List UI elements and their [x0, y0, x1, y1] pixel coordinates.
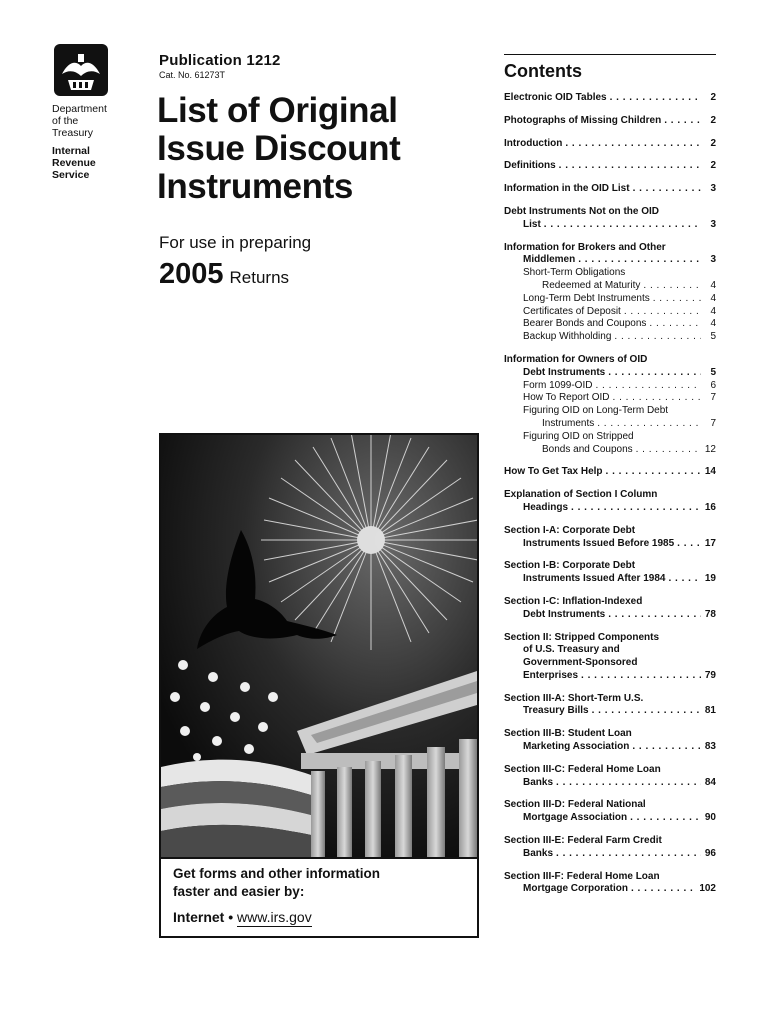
toc-line-label: How To Get Tax Help — [504, 466, 603, 478]
toc-page-number: 12 — [704, 443, 716, 455]
toc-line — [504, 764, 716, 777]
toc-line-label: How To Report OID — [523, 392, 610, 404]
cover-photo — [161, 435, 477, 857]
toc-line — [504, 431, 716, 444]
toc-line[interactable] — [504, 219, 716, 232]
toc-line-label: Section I-A: Corporate Debt — [504, 524, 636, 536]
toc-line-label: Banks — [523, 847, 554, 859]
toc-dot-leader — [595, 380, 701, 391]
toc-page-number: 7 — [710, 417, 716, 429]
irs-line: Revenue — [52, 157, 96, 169]
toc-line[interactable] — [504, 138, 716, 151]
toc-page-number: 102 — [699, 883, 716, 895]
toc-line[interactable] — [504, 331, 716, 344]
toc-dot-leader — [581, 670, 701, 681]
toc-dot-leader — [565, 138, 701, 149]
toc-line[interactable] — [504, 392, 716, 405]
toc-line-label: Debt Instruments — [523, 608, 606, 620]
toc-line-label: List — [523, 218, 541, 230]
toc-entry — [504, 560, 716, 586]
tax-year: 2005 — [159, 258, 224, 290]
toc-line-label: Section I-B: Corporate Debt — [504, 560, 636, 572]
use-line: For use in preparing — [159, 233, 312, 252]
toc-dot-leader — [633, 183, 701, 194]
toc-line[interactable] — [504, 609, 716, 622]
toc-entry — [504, 693, 716, 719]
get-forms-line: faster and easier by: — [173, 884, 305, 899]
toc-line-label: Debt Instruments Not on the OID — [504, 205, 659, 217]
department-line: of the — [52, 115, 79, 127]
toc-entry — [504, 632, 716, 683]
toc-page-number: 19 — [704, 573, 716, 585]
department-line: Treasury — [52, 127, 94, 139]
toc-page-number: 83 — [704, 741, 716, 753]
toc-line-label: Section II: Stripped Components — [504, 631, 660, 643]
toc-page-number: 14 — [704, 466, 716, 478]
agency-block — [52, 44, 142, 181]
toc-line-label: Section III-C: Federal Home Loan — [504, 763, 661, 775]
toc-page-number: 4 — [710, 318, 716, 330]
toc-line — [504, 525, 716, 538]
department-line: Department — [52, 103, 107, 115]
toc-dot-leader — [544, 219, 701, 230]
toc-page-number: 2 — [710, 114, 716, 126]
toc-line — [504, 644, 716, 657]
toc-dot-leader — [631, 883, 696, 894]
toc-page-number: 17 — [704, 537, 716, 549]
toc-line[interactable] — [504, 538, 716, 551]
toc-page-number: 7 — [710, 392, 716, 404]
toc-line — [504, 267, 716, 280]
toc-page-number: 78 — [704, 608, 716, 620]
toc-line[interactable] — [504, 183, 716, 196]
toc-line-label: Definitions — [504, 160, 556, 172]
toc-dot-leader — [610, 92, 701, 103]
toc-line[interactable] — [504, 444, 716, 457]
toc-line-label: Headings — [523, 501, 569, 513]
toc-line-label: Section III-F: Federal Home Loan — [504, 870, 660, 882]
toc-line[interactable] — [504, 160, 716, 173]
toc-line-label: Enterprises — [523, 669, 579, 681]
publication-number: Publication 1212 — [159, 52, 281, 69]
toc-dot-leader — [624, 306, 701, 317]
internet-label: Internet • — [173, 909, 234, 925]
toc-line[interactable] — [504, 466, 716, 479]
toc-entry — [504, 728, 716, 754]
toc-dot-leader — [632, 741, 701, 752]
contents-divider — [504, 54, 716, 55]
toc-line — [504, 871, 716, 884]
toc-line-label: Bonds and Coupons — [542, 443, 633, 455]
toc-page-number: 2 — [710, 160, 716, 172]
department-name — [52, 103, 142, 139]
toc-dot-leader — [556, 848, 701, 859]
toc-dot-leader — [592, 705, 701, 716]
toc-line — [504, 242, 716, 255]
toc-line — [504, 489, 716, 502]
toc-line — [504, 560, 716, 573]
toc-line-label: Explanation of Section I Column — [504, 489, 658, 501]
toc-dot-leader — [556, 777, 701, 788]
toc-line[interactable] — [504, 573, 716, 586]
toc-entry — [504, 871, 716, 897]
toc-line-label: Middlemen — [523, 254, 576, 266]
toc-line-label: Bearer Bonds and Coupons — [523, 318, 647, 330]
toc-line-label: Mortgage Corporation — [523, 883, 628, 895]
toc-line[interactable] — [504, 705, 716, 718]
toc-entry — [504, 835, 716, 861]
toc-line-label: Electronic OID Tables — [504, 92, 607, 103]
toc-line-label: Information for Brokers and Other — [504, 241, 666, 253]
toc-line — [504, 799, 716, 812]
toc-line-label: Introduction — [504, 137, 563, 149]
toc-page-number: 84 — [704, 776, 716, 788]
toc-line[interactable] — [504, 741, 716, 754]
irs-name — [52, 145, 142, 181]
toc-line-label: Treasury Bills — [523, 705, 589, 717]
toc-line-label: Government-Sponsored — [523, 657, 638, 669]
toc-line-label: of U.S. Treasury and — [523, 644, 620, 656]
toc-entry — [504, 764, 716, 790]
toc-line-label: Photographs of Missing Children — [504, 114, 662, 126]
toc-entry — [504, 242, 716, 344]
contents-heading: Contents — [504, 61, 582, 81]
toc-dot-leader — [664, 115, 701, 126]
toc-page-number: 2 — [710, 92, 716, 103]
page-title — [157, 92, 487, 206]
toc-line-label: Banks — [523, 776, 554, 788]
title-line: Instruments — [157, 167, 353, 206]
toc-line[interactable] — [504, 670, 716, 683]
toc-entry — [504, 115, 716, 128]
toc-line[interactable] — [504, 848, 716, 861]
irs-line: Service — [52, 169, 90, 181]
toc-entry — [504, 525, 716, 551]
toc-line[interactable] — [504, 380, 716, 393]
toc-page-number: 3 — [710, 218, 716, 230]
title-line: List of Original — [157, 91, 398, 130]
internet-line — [173, 909, 477, 925]
toc-line-label: Information for Owners of OID — [504, 353, 648, 365]
toc-entry — [504, 799, 716, 825]
toc-dot-leader — [608, 609, 701, 620]
returns-label: Returns — [229, 268, 290, 287]
toc-line-label: Figuring OID on Long-Term Debt — [523, 405, 669, 417]
toc-line-label: Section III-D: Federal National — [504, 799, 646, 811]
irs-website-link[interactable]: www.irs.gov — [237, 909, 312, 925]
toc-dot-leader — [578, 254, 701, 265]
toc-page-number: 81 — [704, 705, 716, 717]
toc-page-number: 5 — [710, 366, 716, 378]
toc-entry — [504, 596, 716, 622]
toc-line-label: Section I-C: Inflation-Indexed — [504, 595, 643, 607]
toc-line[interactable] — [504, 367, 716, 380]
toc-entry — [504, 138, 716, 151]
toc-line-label: Section III-B: Student Loan — [504, 728, 632, 740]
toc-line-label: Instruments Issued After 1984 — [523, 573, 666, 585]
toc-line[interactable] — [504, 502, 716, 515]
toc-line[interactable] — [504, 777, 716, 790]
toc-line[interactable] — [504, 254, 716, 267]
table-of-contents — [504, 92, 716, 906]
toc-line-label: Form 1099-OID — [523, 379, 593, 391]
toc-line — [504, 693, 716, 706]
toc-line-label: Redeemed at Maturity — [542, 279, 641, 291]
toc-line-label: Marketing Association — [523, 741, 630, 753]
toc-dot-leader — [643, 280, 701, 291]
toc-dot-leader — [606, 466, 701, 477]
toc-line-label: Mortgage Association — [523, 812, 628, 824]
toc-page-number: 2 — [710, 137, 716, 149]
toc-line — [504, 596, 716, 609]
toc-line-label: Instruments — [542, 417, 595, 429]
toc-dot-leader — [668, 573, 701, 584]
toc-line-label: Figuring OID on Stripped — [523, 430, 634, 442]
toc-dot-leader — [614, 331, 701, 342]
toc-line[interactable] — [504, 280, 716, 293]
toc-dot-leader — [677, 538, 701, 549]
toc-line[interactable] — [504, 92, 716, 105]
toc-line[interactable] — [504, 318, 716, 331]
toc-page-number: 4 — [710, 305, 716, 317]
toc-line-label: Short-Term Obligations — [523, 267, 626, 279]
toc-line — [504, 657, 716, 670]
toc-entry — [504, 160, 716, 173]
toc-page-number: 90 — [704, 812, 716, 824]
catalog-number: Cat. No. 61273T — [159, 70, 226, 80]
toc-line — [504, 728, 716, 741]
get-forms-line: Get forms and other information — [173, 866, 381, 881]
toc-line — [504, 354, 716, 367]
cover-footer — [161, 857, 477, 938]
toc-line-label: Backup Withholding — [523, 331, 612, 343]
toc-line-label: Section III-A: Short-Term U.S. — [504, 692, 644, 704]
toc-page-number: 16 — [704, 501, 716, 513]
toc-line[interactable] — [504, 883, 716, 896]
toc-dot-leader — [613, 392, 701, 403]
toc-line-label: Instruments Issued Before 1985 — [523, 537, 675, 549]
toc-entry — [504, 489, 716, 515]
toc-page-number: 79 — [704, 669, 716, 681]
toc-page-number: 3 — [710, 183, 716, 195]
toc-page-number: 5 — [710, 331, 716, 343]
toc-dot-leader — [597, 418, 701, 429]
title-line: Issue Discount — [157, 129, 401, 168]
toc-line — [504, 632, 716, 645]
toc-line-label: Debt Instruments — [523, 366, 606, 378]
toc-line — [504, 405, 716, 418]
toc-dot-leader — [571, 502, 701, 513]
toc-page-number: 96 — [704, 847, 716, 859]
cover-artwork-box — [159, 433, 479, 938]
toc-line[interactable] — [504, 306, 716, 319]
toc-line-label: Section III-E: Federal Farm Credit — [504, 835, 662, 847]
toc-line — [504, 206, 716, 219]
toc-line[interactable] — [504, 293, 716, 306]
toc-dot-leader — [636, 444, 701, 455]
toc-line[interactable] — [504, 812, 716, 825]
toc-line[interactable] — [504, 418, 716, 431]
toc-page-number: 6 — [710, 379, 716, 391]
toc-page-number: 4 — [710, 292, 716, 304]
irs-eagle-seal-icon — [54, 44, 108, 96]
toc-entry — [504, 354, 716, 456]
toc-page-number: 3 — [710, 254, 716, 266]
year-line — [159, 258, 289, 291]
get-forms-text — [173, 865, 477, 901]
toc-entry — [504, 206, 716, 232]
toc-entry — [504, 466, 716, 479]
toc-page-number: 4 — [710, 279, 716, 291]
toc-line-label: Information in the OID List — [504, 183, 630, 195]
toc-line-label: Certificates of Deposit — [523, 305, 621, 317]
toc-dot-leader — [608, 367, 701, 378]
irs-line: Internal — [52, 145, 90, 157]
toc-dot-leader — [630, 812, 701, 823]
toc-line[interactable] — [504, 115, 716, 128]
toc-dot-leader — [649, 318, 701, 329]
toc-entry — [504, 183, 716, 196]
toc-entry — [504, 92, 716, 105]
toc-dot-leader — [559, 160, 701, 171]
toc-line-label: Long-Term Debt Instruments — [523, 292, 650, 304]
flag-stripes-icon — [161, 760, 311, 857]
toc-dot-leader — [653, 293, 701, 304]
publication-header — [159, 52, 479, 80]
toc-line — [504, 835, 716, 848]
